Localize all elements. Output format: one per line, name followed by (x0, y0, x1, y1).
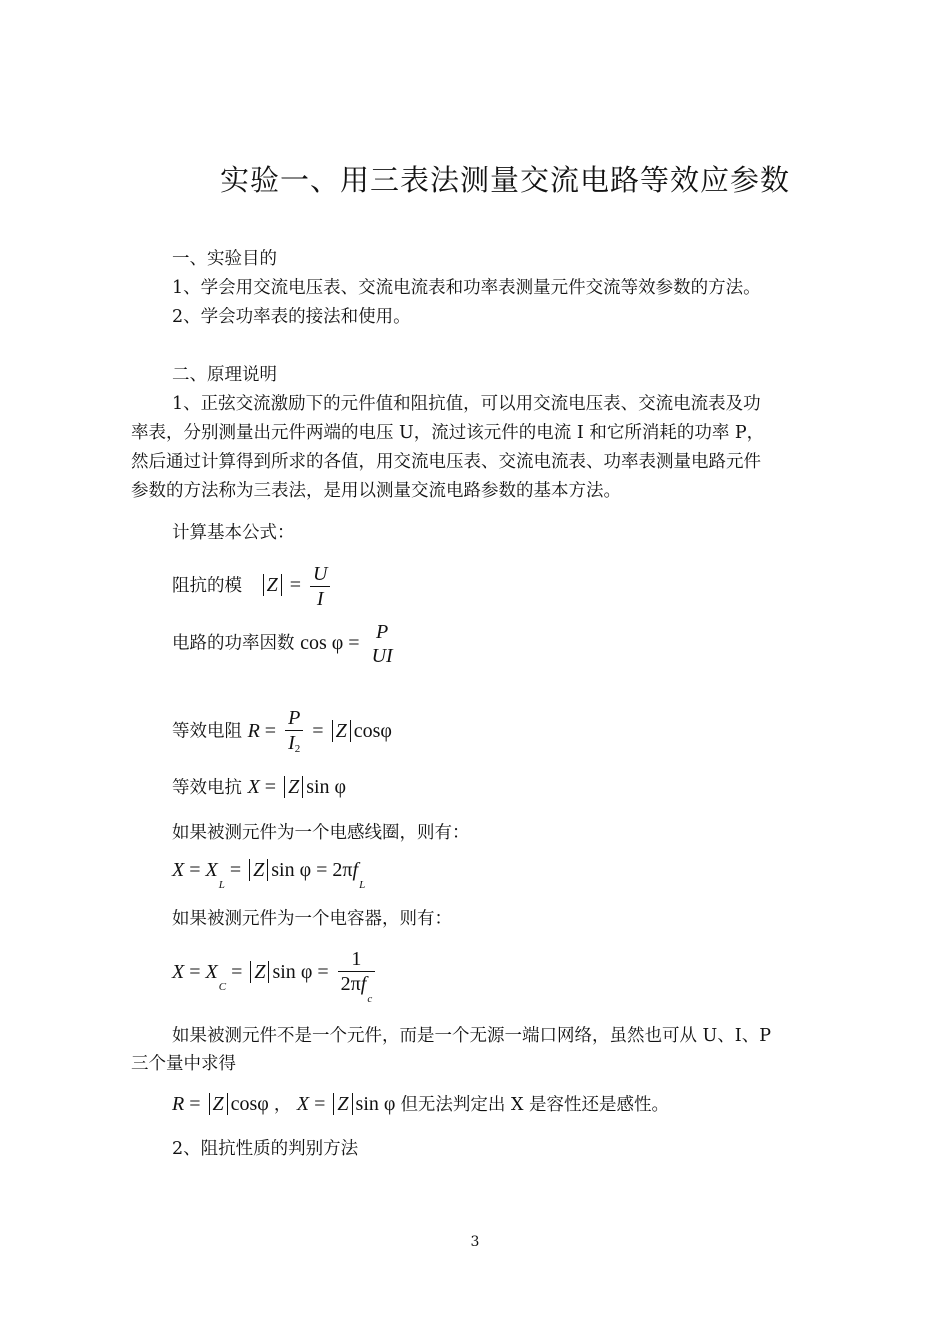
purpose-item-1: 1、学会用交流电压表、交流电流表和功率表测量元件交流等效参数的方法。 (172, 278, 761, 298)
section-heading-principle: 二、原理说明 (172, 365, 277, 385)
principle-para-line-3: 然后通过计算得到所求的各值，用交流电压表、交流电流表、功率表测量电路元件 (131, 452, 761, 472)
z-modulus: Z (263, 574, 282, 596)
page-number: 3 (470, 1234, 480, 1250)
section-heading-purpose: 一、实验目的 (172, 249, 277, 269)
impedance-label: 阻抗的模 (172, 576, 242, 597)
capacitor-text: 如果被测元件为一个电容器，则有： (172, 909, 452, 929)
formula-power-factor: 电路的功率因数 cos φ = P UI (172, 620, 400, 668)
document-title: 实验一、用三表法测量交流电路等效应参数 (219, 163, 790, 197)
power-factor-label: 电路的功率因数 (172, 633, 295, 654)
subsection-impedance-nature: 2、阻抗性质的判别方法 (172, 1139, 359, 1159)
formula-capacitor: $X = X_C = Z$ sin φ = $\frac{1}{2\pi f_c}$ (172, 947, 379, 999)
formula-intro: 计算基本公式： (172, 523, 295, 543)
fraction-one-over-2pifc: $\frac{1}{2\pi f_c}$ (338, 947, 376, 999)
inductor-text: 如果被测元件为一个电感线圈，则有： (172, 823, 470, 843)
principle-para-line-1: 1、正弦交流激励下的元件值和阻抗值，可以用交流电压表、交流电流表及功 (172, 394, 761, 414)
network-text-line-1: 如果被测元件不是一个元件，而是一个无源一端口网络，虽然也可从 U、I、P (172, 1026, 771, 1046)
formula-inductor: $X = X_L = Z$ $\sin \varphi = 2\pi f_L$ (172, 859, 366, 891)
network-tail: 但无法判定出 X 是容性还是感性。 (400, 1095, 670, 1115)
fraction-u-over-i: $\frac{U}{I}$ (310, 562, 330, 611)
formula-resistance: 等效电阻 R = $\frac{P}{I2}$ = Z cosφ (172, 706, 392, 758)
formula-network: R = Z cosφ ， X = Z sin φ 但无法判定出 X 是容性还是感性。 (172, 1093, 670, 1115)
principle-para-line-4: 参数的方法称为三表法，是用以测量交流电路参数的基本方法。 (131, 481, 621, 501)
resistance-label: 等效电阻 (172, 721, 242, 742)
purpose-item-2: 2、学会功率表的接法和使用。 (172, 307, 411, 327)
formula-reactance: 等效电抗 X = Z sin φ (172, 776, 347, 798)
network-text-line-2: 三个量中求得 (131, 1054, 236, 1074)
fraction-p-over-i-squared: $\frac{P}{I2}$ (285, 706, 303, 758)
fraction-p-over-ui: P UI (371, 621, 393, 667)
principle-para-line-2: 率表，分别测量出元件两端的电压 U，流过该元件的电流 I 和它所消耗的功率 P， (131, 423, 765, 443)
reactance-label: 等效电抗 (172, 778, 242, 798)
formula-impedance: 阻抗的模 Z = $\frac{U}{I}$ (172, 562, 334, 611)
